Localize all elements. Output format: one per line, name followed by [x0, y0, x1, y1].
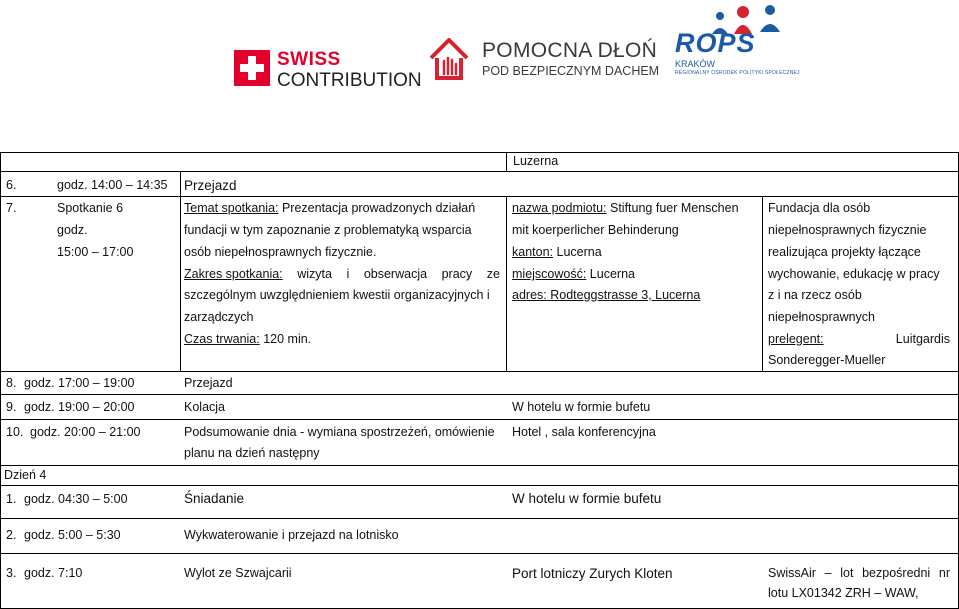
row7-entity: [512, 201, 739, 216]
row-divider: [0, 394, 959, 395]
row7-subject-line2: fundacji w tym zapoznanie z problematyką wsparcia: [184, 223, 472, 237]
row-divider: [0, 171, 959, 172]
scope-word: i: [346, 267, 350, 281]
speaker-label: prelegent:: [768, 332, 824, 346]
subject-text: Prezentacja prowadzonych działań: [278, 201, 476, 215]
row9-time: godz. 19:00 – 20:00: [24, 400, 135, 414]
row7-number: 7.: [6, 201, 17, 215]
row7-speaker: [768, 332, 950, 347]
address-label: adres:: [512, 288, 547, 302]
row7-scope-line3: zarządczych: [184, 310, 254, 324]
row7-subject-line3: osób niepełnosprawnych fizycznie.: [184, 245, 377, 259]
row6-number: 6.: [6, 178, 17, 192]
d4-row1-title: Śniadanie: [184, 491, 245, 506]
row-divider: [0, 196, 959, 197]
canton-value: Lucerna: [553, 245, 602, 259]
row10-title-line1: Podsumowanie dnia - wymiana spostrzeżeń, omówienie: [184, 425, 495, 439]
d4-row3-number: 3.: [6, 566, 17, 580]
col-divider: [506, 152, 507, 172]
d4-row2-time: godz. 5:00 – 5:30: [24, 528, 121, 542]
d4-row3-title: Wylot ze Szwajcarii: [184, 566, 292, 580]
row-divider: [0, 371, 959, 372]
rops-logo-line2: KRAKÓW: [675, 59, 716, 69]
flight-word: nr: [938, 566, 950, 580]
subject-label: Temat spotkania:: [184, 201, 279, 215]
row-divider: [0, 485, 959, 486]
duration-label: Czas trwania:: [184, 332, 260, 346]
scope-word: ze: [486, 267, 500, 281]
pomocna-logo-line1: POMOCNA DŁOŃ: [482, 39, 658, 62]
d4-row3-time: godz. 7:10: [24, 566, 83, 580]
swiss-logo-line1: SWISS: [277, 49, 341, 70]
scope-word: obserwacja: [363, 267, 428, 281]
d4-row2-title: Wykwaterowanie i przejazd na lotnisko: [184, 528, 399, 542]
day4-heading: Dzień 4: [4, 468, 47, 482]
row10-place: Hotel , sala konferencyjna: [512, 425, 656, 439]
top-place-cell: Luzerna: [513, 154, 559, 168]
entity-value: Stiftung fuer Menschen: [606, 201, 739, 215]
entity-label: nazwa podmiotu:: [512, 201, 607, 215]
col-divider: [180, 171, 181, 197]
row9-number: 9.: [6, 400, 17, 414]
row7-city: [512, 267, 635, 282]
d4-row1-place: W hotelu w formie bufetu: [512, 491, 662, 506]
row-divider: [0, 553, 959, 554]
pomocna-logo-line2: POD BEZPIECZNYM DACHEM: [482, 64, 660, 78]
city-value: Lucerna: [586, 267, 635, 281]
flight-word: –: [824, 566, 832, 580]
row7-duration: [184, 332, 311, 347]
row7-desc-line6: niepełnosprawnych: [768, 310, 876, 324]
speaker-name: Luitgardis: [895, 332, 950, 346]
row7-desc-line2: niepełnosprawnych fizycznie: [768, 223, 927, 237]
row-divider: [0, 419, 959, 420]
row7-desc-line1: Fundacja dla osób: [768, 201, 871, 215]
scope-label: Zakres spotkania:: [184, 267, 283, 281]
canton-label: kanton:: [512, 245, 554, 259]
row7-canton: [512, 245, 602, 260]
row-divider: [0, 152, 959, 153]
row-divider: [0, 465, 959, 466]
duration-value: 120 min.: [259, 332, 312, 346]
col-divider: [506, 196, 507, 372]
row7-scope-line2: szczególnym uwzględnieniem kwestii organizacyjnych i: [184, 288, 490, 302]
row9-place: W hotelu w formie bufetu: [512, 400, 651, 414]
col-divider: [180, 196, 181, 372]
rops-logo-line1: ROPS: [675, 28, 756, 58]
row7-scope: [184, 267, 500, 282]
rops-logo-line3: REGIONALNY OŚRODEK POLITYKI SPOŁECZNEJ: [675, 70, 800, 76]
row10-title-line2: planu na dzień następny: [184, 446, 320, 460]
row7-entity-line2: mit koerperlicher Behinderung: [512, 223, 679, 237]
row7-godz: godz.: [57, 223, 88, 237]
row10-time: godz. 20:00 – 21:00: [30, 425, 141, 439]
row7-desc-line4: wychowanie, edukację w pracy: [768, 267, 940, 281]
row8-title: Przejazd: [184, 376, 233, 390]
city-label: miejscowość:: [512, 267, 587, 281]
d4-row3-flight: [768, 566, 950, 581]
row7-label: Spotkanie 6: [57, 201, 124, 215]
row7-desc-line3: realizująca projekty łączące: [768, 245, 921, 259]
row8-time: godz. 17:00 – 19:00: [24, 376, 135, 390]
row7-desc-line5: z i na rzecz osób: [768, 288, 862, 302]
flight-word: lot: [840, 566, 854, 580]
swiss-logo-line2: CONTRIBUTION: [277, 70, 422, 91]
row10-number: 10.: [6, 425, 24, 439]
row9-title: Kolacja: [184, 400, 225, 414]
d4-row1-time: godz. 04:30 – 5:00: [24, 492, 128, 506]
d4-row1-number: 1.: [6, 492, 17, 506]
row6-time: godz. 14:00 – 14:35: [57, 178, 168, 192]
scope-word: pracy: [441, 267, 473, 281]
row6-title: Przejazd: [184, 178, 237, 193]
d4-row3-flight-line2: lotu LX01342 ZRH – WAW,: [768, 586, 919, 600]
col-divider: [0, 152, 1, 609]
d4-row3-place: Port lotniczy Zurych Kloten: [512, 566, 673, 581]
row7-subject: [184, 201, 475, 216]
col-divider: [762, 196, 763, 372]
row-divider: [0, 518, 959, 519]
address-value: Rodteggstrasse 3, Lucerna: [546, 288, 701, 302]
flight-word: SwissAir: [768, 566, 816, 580]
row7-time: 15:00 – 17:00: [57, 245, 134, 259]
flight-word: bezpośredni: [862, 566, 931, 580]
row7-address: [512, 288, 700, 303]
scope-word: wizyta: [297, 267, 332, 281]
d4-row2-number: 2.: [6, 528, 17, 542]
row7-speaker-surname: Sonderegger-Mueller: [768, 353, 886, 367]
row8-number: 8.: [6, 376, 17, 390]
